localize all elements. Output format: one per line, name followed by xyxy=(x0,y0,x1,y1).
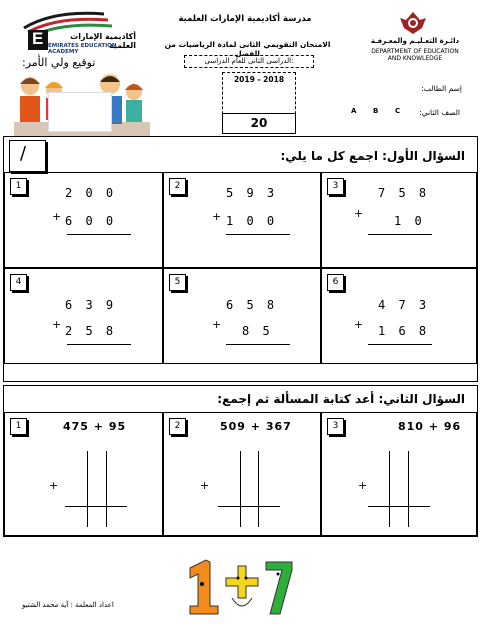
addend-bottom: 8 5 xyxy=(242,324,273,338)
prepared-by: اعداد المعلمة : آية محمد الشتيو xyxy=(22,601,114,609)
header xyxy=(0,0,480,140)
problem-number: 4 xyxy=(10,274,27,291)
problem-expression: 475 + 95 xyxy=(63,420,127,433)
problem-number: 3 xyxy=(327,178,344,195)
q1-problem-5 xyxy=(163,268,321,364)
score-text: 20 xyxy=(250,116,268,130)
grid-vline-right xyxy=(106,451,107,527)
problem-number: 5 xyxy=(169,274,186,291)
sum-line xyxy=(226,344,290,345)
falcon-emblem-icon xyxy=(398,10,428,36)
addend-top: 5 9 3 xyxy=(226,186,278,200)
q1-problem-6 xyxy=(321,268,477,364)
q1-problem-2 xyxy=(163,172,321,268)
plus-sign: + xyxy=(354,207,364,220)
parent-signature-label: توقيع ولي الأمر: xyxy=(22,56,96,69)
problem-number: 2 xyxy=(169,178,186,195)
plus-sign: + xyxy=(200,479,210,492)
addend-top: 6 5 8 xyxy=(226,298,278,312)
grid-hline xyxy=(368,506,430,507)
math-mascot xyxy=(180,548,300,618)
school-name: مدرسة أكاديمية الإمارات العلمية xyxy=(178,14,312,24)
term-line: الدراسى الثانى للعام الدراسى: xyxy=(184,55,314,68)
academy-name-en: EMIRATES EDUCATION ACADEMY xyxy=(48,43,117,55)
addend-top: 4 7 3 xyxy=(378,298,430,312)
addend-bottom: 1 6 8 xyxy=(378,324,430,338)
academy-letter: E xyxy=(32,29,44,48)
problem-expression: 810 + 96 xyxy=(398,420,462,433)
question1-section xyxy=(3,136,478,382)
sum-line xyxy=(67,344,131,345)
addend-bottom: 1 0 0 xyxy=(226,214,278,228)
grid-vline-left xyxy=(240,451,241,527)
plus-sign: + xyxy=(52,318,62,331)
score-box xyxy=(222,113,296,134)
academy-logo xyxy=(14,8,136,55)
q2-problem-1 xyxy=(4,412,163,536)
problem-number: 3 xyxy=(327,418,344,435)
grade-mark: / xyxy=(20,143,27,164)
student-name-label: إسم الطالب: xyxy=(421,84,462,93)
student-name-field[interactable] xyxy=(320,84,410,96)
section-b[interactable]: B xyxy=(373,107,379,115)
question1-title: السؤال الأول: اجمع كل ما يلي: xyxy=(280,149,465,163)
sum-line xyxy=(368,344,432,345)
sum-line xyxy=(67,234,131,235)
signature-box[interactable] xyxy=(48,92,112,132)
grid-vline-left xyxy=(87,451,88,527)
section-c[interactable]: C xyxy=(395,107,401,115)
plus-sign: + xyxy=(358,479,368,492)
section-a[interactable]: A xyxy=(351,107,357,115)
question2-section xyxy=(3,385,478,537)
problem-number: 1 xyxy=(10,418,27,435)
grid-hline xyxy=(65,506,127,507)
dept-name-en-2: AND KNOWLEDGE xyxy=(387,55,443,62)
sum-line xyxy=(368,234,432,235)
problem-number: 6 xyxy=(327,274,344,291)
class-label: الصف الثاني: xyxy=(419,108,460,117)
math-numbers-clipart-icon xyxy=(180,548,300,618)
problem-expression: 509 + 367 xyxy=(220,420,292,433)
grade-box[interactable] xyxy=(9,140,46,172)
dept-name-ar: دائـرة التعـليـم والمعـرفـة xyxy=(370,37,460,45)
year-text: 2019 - 2018 xyxy=(233,75,285,84)
addend-bottom: 6 0 0 xyxy=(65,214,117,228)
plus-sign: + xyxy=(52,210,62,223)
question2-title: السؤال الثاني: أعد كتابة المسألة ثم إجمع: xyxy=(217,392,465,406)
family-illustration xyxy=(14,70,150,136)
q2-problem-2 xyxy=(163,412,321,536)
exam-line: الامتحان التقويمي الثانى لمادة الرياضيات من الفصل xyxy=(164,40,331,58)
grid-hline xyxy=(218,506,280,507)
section-options xyxy=(345,107,411,119)
addend-top: 6 3 9 xyxy=(65,298,117,312)
plus-sign: + xyxy=(212,318,222,331)
q1-problem-3 xyxy=(321,172,477,268)
footer xyxy=(0,540,480,625)
addend-bottom: 1 0 xyxy=(394,214,425,228)
dept-name-en-1: DEPARTMENT OF EDUCATION xyxy=(371,48,459,55)
sum-line xyxy=(226,234,290,235)
addend-top: 7 5 8 xyxy=(378,186,430,200)
plus-sign: + xyxy=(212,210,222,223)
grid-vline-left xyxy=(389,451,390,527)
academy-name-ar: أكاديمية الإمارات العلمية xyxy=(70,32,136,50)
plus-sign: + xyxy=(354,318,364,331)
dept-logo xyxy=(370,10,460,70)
q1-problem-1 xyxy=(4,172,163,268)
addend-top: 2 0 0 xyxy=(65,186,117,200)
addend-bottom: 2 5 8 xyxy=(65,324,117,338)
q2-problem-3 xyxy=(321,412,477,536)
problem-number: 2 xyxy=(169,418,186,435)
q1-problem-4 xyxy=(4,268,163,364)
plus-sign: + xyxy=(49,479,59,492)
problem-number: 1 xyxy=(10,178,27,195)
grid-vline-right xyxy=(408,451,409,527)
grid-vline-right xyxy=(258,451,259,527)
